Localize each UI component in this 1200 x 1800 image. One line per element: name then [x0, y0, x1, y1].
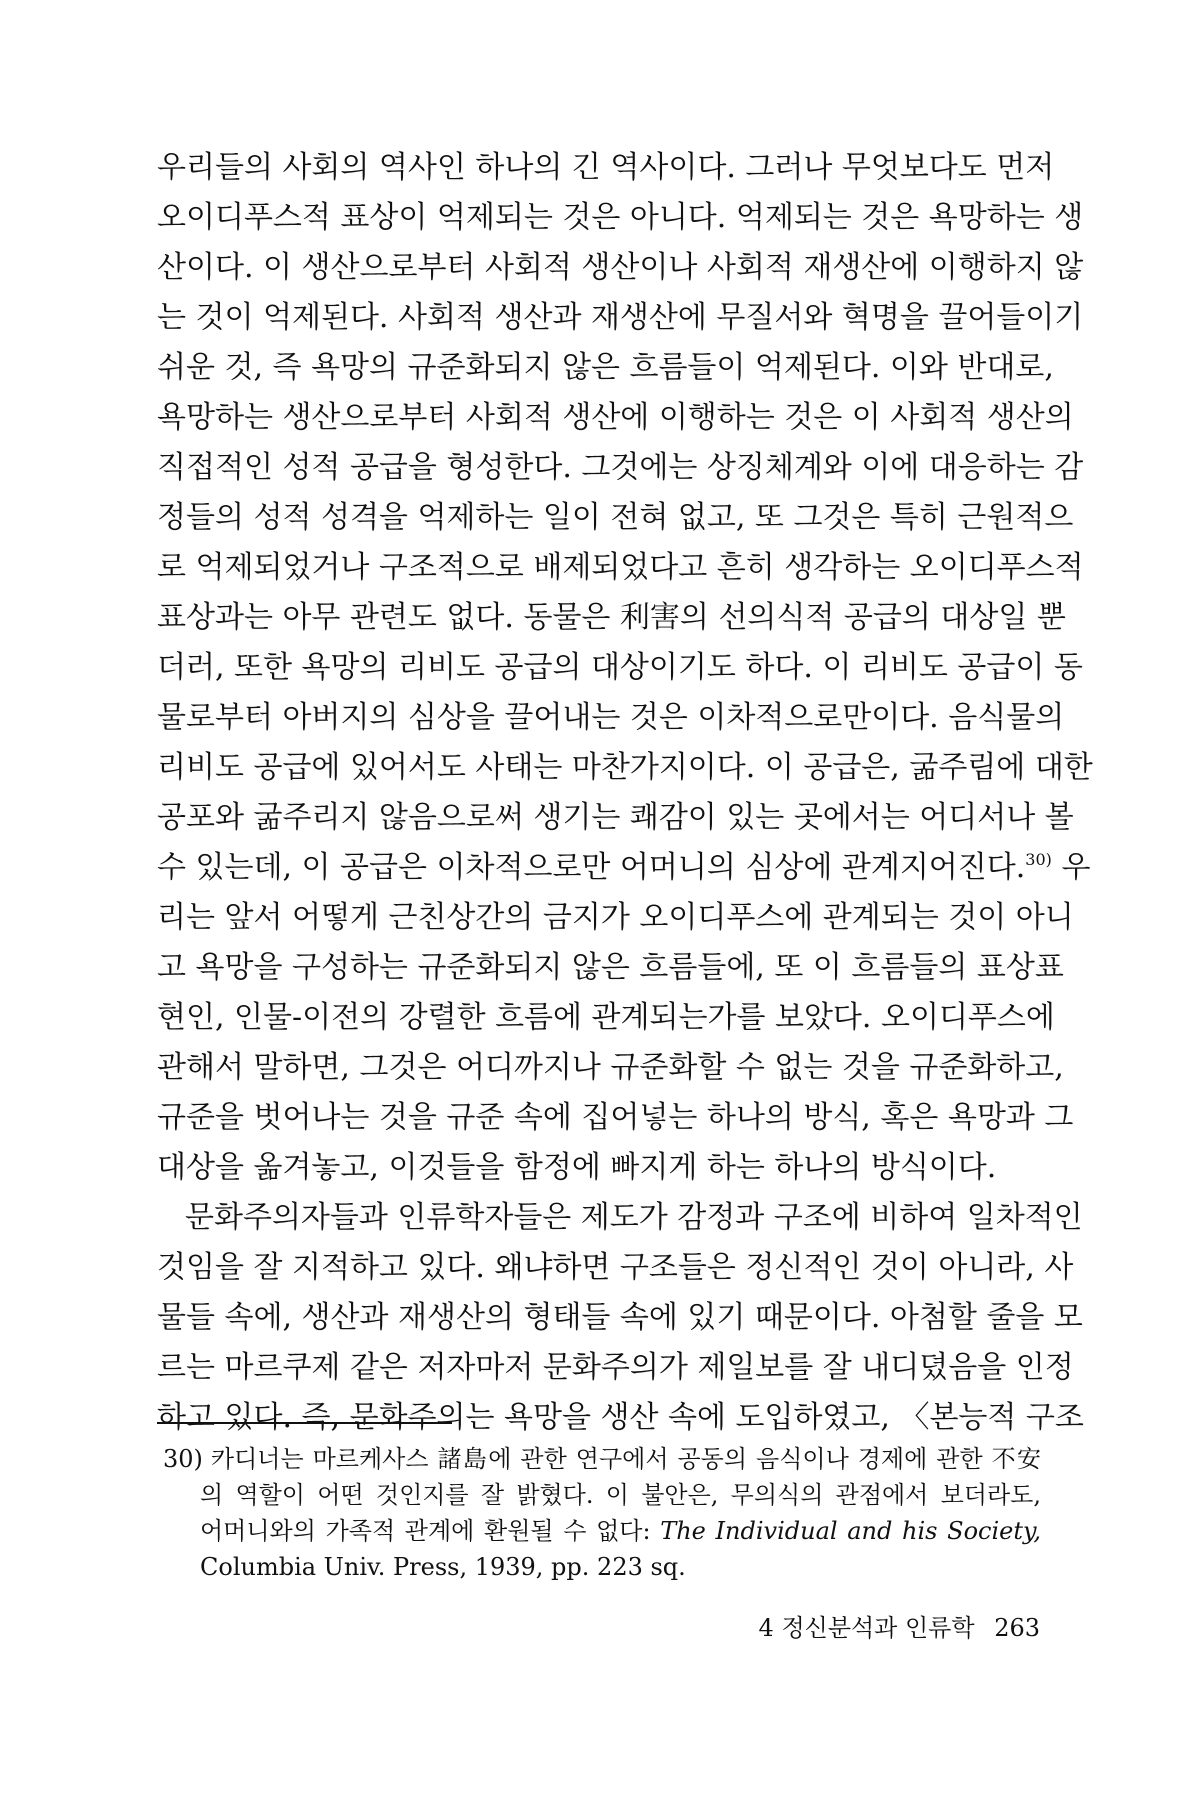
body-line: 우리들의 사회의 역사인 하나의 긴 역사이다. 그러나 무엇보다도 먼저 [157, 150, 1055, 185]
body-line: 르는 마르쿠제 같은 저자마저 문화주의가 제일보를 잘 내디뎠음을 인정 [157, 1350, 1074, 1385]
footnote-line [200, 1514, 1041, 1548]
cited-book-title: The Individual and his Society, [660, 1517, 1041, 1545]
footnote-text: 어머니와의 가족적 관계에 환원될 수 없다: [200, 1517, 651, 1545]
page-footer [640, 1611, 1040, 1645]
body-line: 산이다. 이 생산으로부터 사회적 생산이나 사회적 재생산에 이행하지 않 [157, 250, 1084, 285]
footnote-text: 카디너는 마르케사스 諸島에 관한 연구에서 공동의 음식이나 경제에 관한 不安 [210, 1445, 1041, 1473]
body-line: 오이디푸스적 표상이 억제되는 것은 아니다. 억제되는 것은 욕망하는 생 [157, 200, 1084, 235]
body-line: 더러, 또한 욕망의 리비도 공급의 대상이기도 하다. 이 리비도 공급이 동 [157, 650, 1083, 685]
body-line: 표상과는 아무 관련도 없다. 동물은 利害의 선의식적 공급의 대상일 뿐 [157, 600, 1066, 635]
body-line: 물들 속에, 생산과 재생산의 형태들 속에 있기 때문이다. 아첨할 줄을 모 [157, 1300, 1083, 1335]
footnote-number: 30) [163, 1445, 203, 1473]
body-line-with-footnote-ref [157, 848, 1091, 888]
footnote-divider [157, 1422, 452, 1424]
body-line: 현인, 인물-이전의 강렬한 흐름에 관계되는가를 보았다. 오이디푸스에 [157, 1000, 1055, 1035]
footnote-line: Columbia Univ. Press, 1939, pp. 223 sq. [200, 1553, 686, 1581]
body-line: 하고 있다. 즉, 문화주의는 욕망을 생산 속에 도입하였고, 〈본능적 구조 [157, 1400, 1084, 1435]
footnote-line [163, 1442, 1041, 1476]
body-line: 리는 앞서 어떻게 근친상간의 금지가 오이디푸스에 관계되는 것이 아니 [157, 900, 1074, 935]
body-line-paragraph-start: 문화주의자들과 인류학자들은 제도가 감정과 구조에 비하여 일차적인 [185, 1200, 1083, 1235]
body-line: 욕망하는 생산으로부터 사회적 생산에 이행하는 것은 이 사회적 생산의 [157, 400, 1074, 435]
body-line: 물로부터 아버지의 심상을 끌어내는 것은 이차적으로만이다. 음식물의 [157, 700, 1065, 735]
body-line: 규준을 벗어나는 것을 규준 속에 집어넣는 하나의 방식, 혹은 욕망과 그 [157, 1100, 1074, 1135]
footnote-line: 의 역할이 어떤 것인지를 잘 밝혔다. 이 불안은, 무의식의 관점에서 보더라도, [200, 1481, 1041, 1509]
body-line-text: 수 있는데, 이 공급은 이차적으로만 어머니의 심상에 관계지어진다. [157, 850, 1026, 885]
body-line: 것임을 잘 지적하고 있다. 왜냐하면 구조들은 정신적인 것이 아니라, 사 [157, 1250, 1074, 1285]
body-line: 는 것이 억제된다. 사회적 생산과 재생산에 무질서와 혁명을 끌어들이기 [157, 300, 1084, 335]
body-line: 고 욕망을 구성하는 규준화되지 않은 흐름들에, 또 이 흐름들의 표상표 [157, 950, 1064, 985]
chapter-title: 4 정신분석과 인류학 [758, 1614, 975, 1642]
page-number: 263 [994, 1614, 1040, 1642]
body-line: 정들의 성적 성격을 억제하는 일이 전혀 없고, 또 그것은 특히 근원적으 [157, 500, 1074, 535]
body-line: 쉬운 것, 즉 욕망의 규준화되지 않은 흐름들이 억제된다. 이와 반대로, [157, 350, 1054, 385]
body-line: 공포와 굶주리지 않음으로써 생기는 쾌감이 있는 곳에서는 어디서나 볼 [157, 800, 1074, 835]
body-line-continuation: 우 [1061, 850, 1091, 885]
footnote-reference[interactable]: 30) [1025, 850, 1052, 869]
body-line: 대상을 옮겨놓고, 이것들을 함정에 빠지게 하는 하나의 방식이다. [157, 1150, 997, 1185]
body-line: 관해서 말하면, 그것은 어디까지나 규준화할 수 없는 것을 규준화하고, [157, 1050, 1064, 1085]
body-line: 직접적인 성적 공급을 형성한다. 그것에는 상징체계와 이에 대응하는 감 [157, 450, 1084, 485]
body-line: 리비도 공급에 있어서도 사태는 마찬가지이다. 이 공급은, 굶주림에 대한 [157, 750, 1093, 785]
body-line: 로 억제되었거나 구조적으로 배제되었다고 흔히 생각하는 오이디푸스적 [157, 550, 1084, 585]
